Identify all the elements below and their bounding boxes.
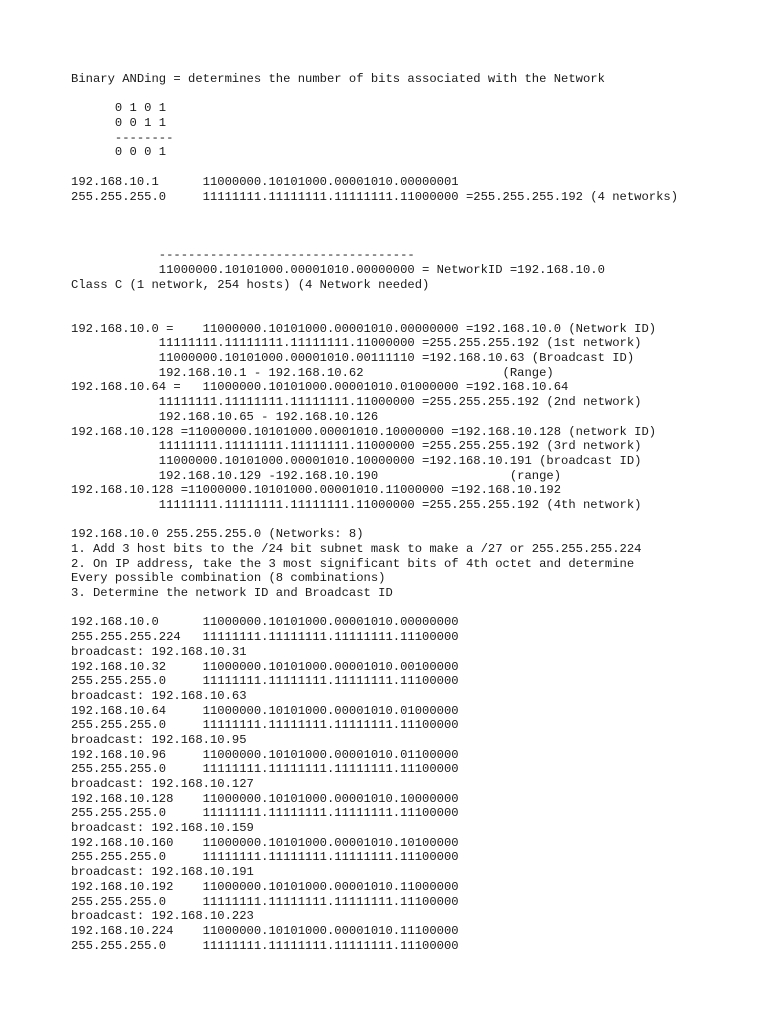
- doc-line: 255.255.255.0 11111111.11111111.11111111.11100000: [71, 850, 459, 865]
- doc-line: [71, 307, 761, 322]
- doc-line: [71, 234, 761, 249]
- doc-line: 192.168.10.64 = 11000000.10101000.00001010.01000000 =192.168.10.64: [71, 380, 569, 395]
- doc-line: 11000000.10101000.00001010.10000000 =192.168.10.191 (broadcast ID): [71, 453, 642, 468]
- doc-line: broadcast: 192.168.10.191: [71, 865, 254, 880]
- doc-line: [71, 160, 761, 175]
- doc-line: 255.255.255.0 11111111.11111111.11111111.11100000: [71, 938, 459, 953]
- doc-line: 11111111.11111111.11111111.11000000 =255.255.255.192 (4th network): [71, 497, 642, 512]
- doc-line: 192.168.10.96 11000000.10101000.00001010.01100000: [71, 747, 459, 762]
- doc-line: 255.255.255.0 11111111.11111111.11111111.11100000: [71, 718, 459, 733]
- doc-line: [71, 87, 761, 102]
- doc-line: 3. Determine the network ID and Broadcast ID: [71, 586, 393, 601]
- doc-line: 192.168.10.160 11000000.10101000.00001010.10100000: [71, 835, 459, 850]
- doc-line: broadcast: 192.168.10.223: [71, 909, 254, 924]
- doc-line: 0 1 0 1: [71, 101, 167, 116]
- doc-line: 2. On IP address, take the 3 most significant bits of 4th octet and determine: [71, 556, 635, 571]
- doc-line: broadcast: 192.168.10.63: [71, 688, 247, 703]
- doc-line: 192.168.10.0 11000000.10101000.00001010.00000000: [71, 615, 459, 630]
- document-body: [71, 72, 761, 953]
- doc-line: 192.168.10.128 11000000.10101000.00001010.10000000: [71, 791, 459, 806]
- doc-line: broadcast: 192.168.10.31: [71, 644, 247, 659]
- doc-line: 192.168.10.128 =11000000.10101000.00001010.11000000 =192.168.10.192: [71, 483, 562, 498]
- doc-line: 255.255.255.0 11111111.11111111.11111111.11100000: [71, 674, 459, 689]
- doc-line: Class C (1 network, 254 hosts) (4 Network needed): [71, 277, 430, 292]
- doc-line: 11111111.11111111.11111111.11000000 =255.255.255.192 (1st network): [71, 336, 642, 351]
- doc-line: 192.168.10.0 = 11000000.10101000.00001010.00000000 =192.168.10.0 (Network ID): [71, 321, 657, 336]
- doc-line: 255.255.255.0 11111111.11111111.11111111.11100000: [71, 894, 459, 909]
- doc-line: -----------------------------------: [71, 248, 415, 263]
- doc-line: 255.255.255.224 11111111.11111111.11111111.11100000: [71, 630, 459, 645]
- doc-line: 1. Add 3 host bits to the /24 bit subnet mask to make a /27 or 255.255.255.224: [71, 542, 642, 556]
- doc-line: 255.255.255.0 11111111.11111111.11111111.11100000: [71, 806, 459, 821]
- doc-line: 192.168.10.1 11000000.10101000.00001010.00000001: [71, 174, 459, 189]
- doc-line: 192.168.10.192 11000000.10101000.00001010.11000000: [71, 879, 459, 894]
- doc-line: [71, 219, 761, 234]
- doc-line: 11111111.11111111.11111111.11000000 =255.255.255.192 (3rd network): [71, 439, 642, 454]
- doc-line: 11111111.11111111.11111111.11000000 =255.255.255.192 (2nd network): [71, 395, 642, 410]
- doc-line: 192.168.10.129 -192.168.10.190 (range): [71, 468, 562, 483]
- doc-line: broadcast: 192.168.10.159: [71, 821, 254, 836]
- doc-line: 11000000.10101000.00001010.00111110 =192.168.10.63 (Broadcast ID): [71, 351, 635, 366]
- doc-line: 192.168.10.64 11000000.10101000.00001010.01000000: [71, 703, 459, 718]
- doc-line: Every possible combination (8 combinations): [71, 571, 386, 586]
- doc-line: --------: [71, 130, 174, 145]
- doc-line: 255.255.255.0 11111111.11111111.11111111.11000000 =255.255.255.192 (4 networks): [71, 189, 679, 204]
- doc-line: 192.168.10.0 255.255.255.0 (Networks: 8): [71, 527, 364, 542]
- doc-line: 192.168.10.224 11000000.10101000.00001010.11100000: [71, 923, 459, 938]
- doc-line: 0 0 0 1: [71, 145, 167, 160]
- doc-line: [71, 513, 761, 528]
- doc-line: 0 0 1 1: [71, 116, 167, 131]
- doc-line: 192.168.10.65 - 192.168.10.126: [71, 409, 379, 424]
- doc-line: 192.168.10.32 11000000.10101000.00001010.00100000: [71, 659, 459, 674]
- doc-line: Binary ANDing = determines the number of bits associated with the Network: [71, 72, 605, 86]
- doc-line: 192.168.10.128 =11000000.10101000.00001010.10000000 =192.168.10.128 (network ID): [71, 424, 657, 439]
- doc-line: 192.168.10.1 - 192.168.10.62 (Range): [71, 365, 554, 380]
- doc-line: broadcast: 192.168.10.127: [71, 777, 254, 791]
- doc-line: 255.255.255.0 11111111.11111111.11111111.11100000: [71, 762, 459, 777]
- doc-line: 11000000.10101000.00001010.00000000 = NetworkID =192.168.10.0: [71, 262, 605, 277]
- doc-line: broadcast: 192.168.10.95: [71, 732, 247, 747]
- doc-line: [71, 601, 761, 616]
- doc-line: [71, 292, 761, 307]
- doc-line: [71, 204, 761, 219]
